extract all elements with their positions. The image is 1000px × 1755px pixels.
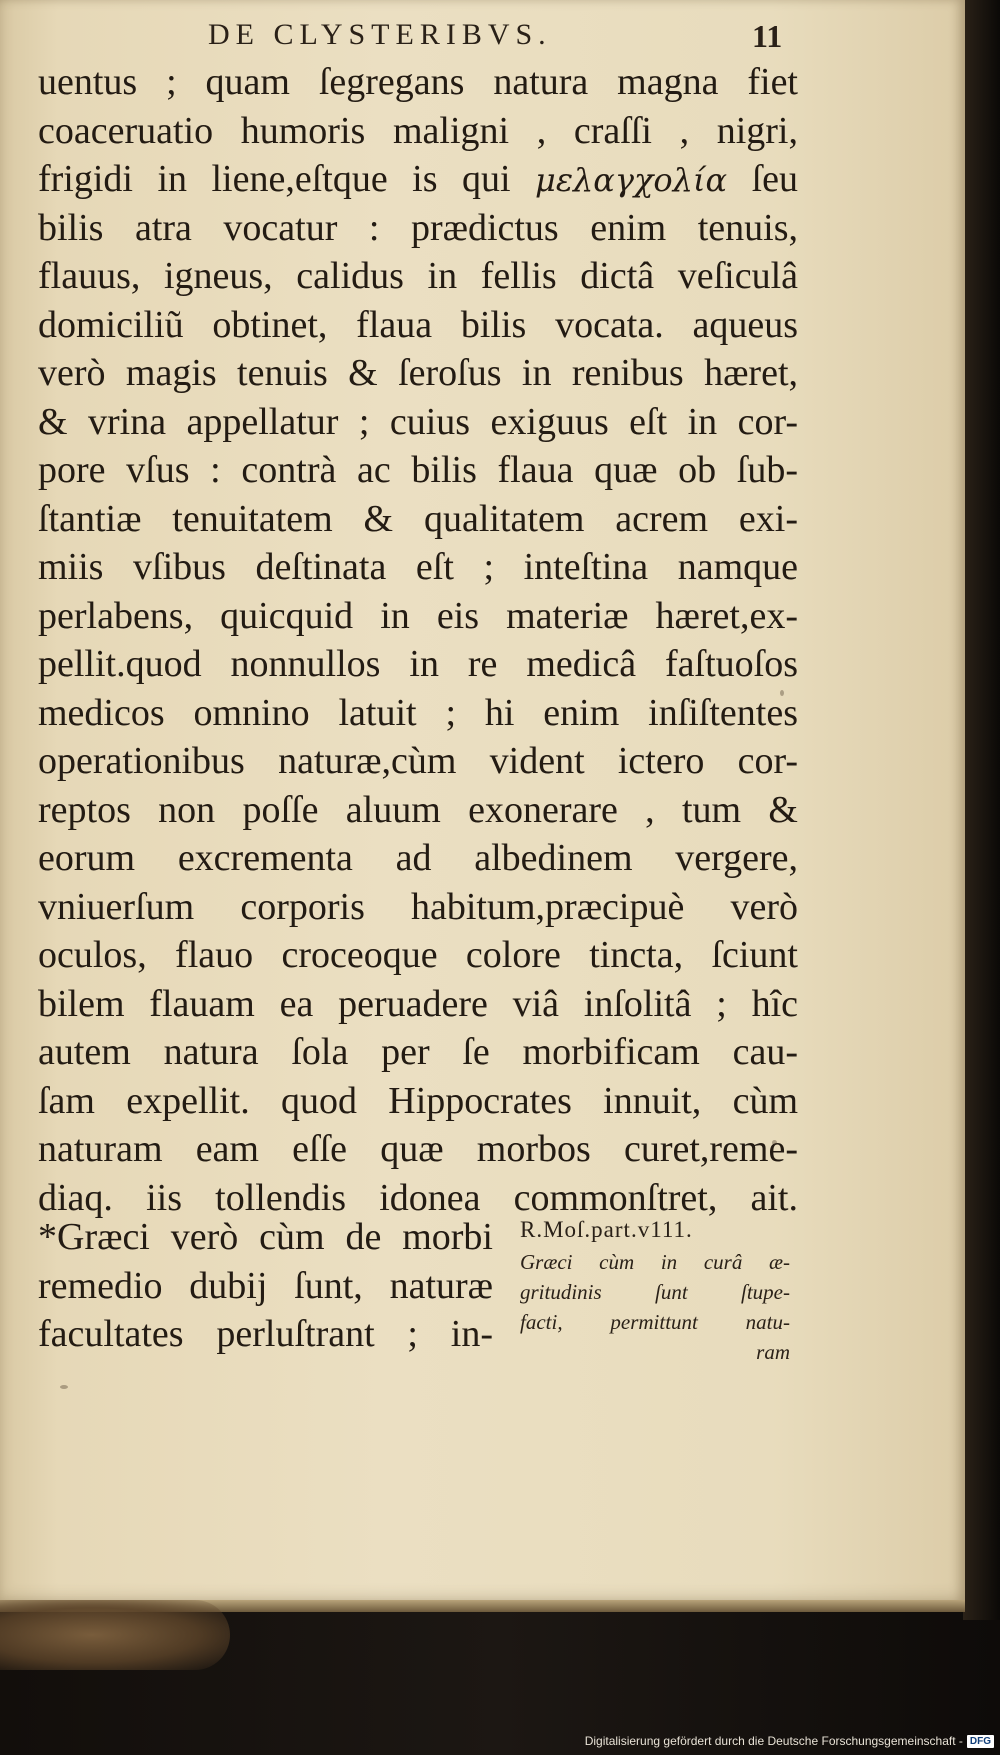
lower-text-column — [38, 1213, 493, 1359]
text-line: remedio dubij ſunt, naturæ — [38, 1264, 493, 1307]
text-line: ſtantiæ tenuitatem & qualitatem acrem exi- — [38, 497, 798, 540]
paper-speck — [780, 690, 784, 696]
paper-speck — [772, 1140, 777, 1145]
text-line: & vrina appellatur ; cuius exiguus eſt in cor- — [38, 400, 798, 443]
margin-note-line: facti, permittunt natu- — [520, 1310, 790, 1334]
text-line: pellit.quod nonnullos in re medicâ faſtuoſos — [38, 643, 798, 685]
text-line: miis vſibus deſtinata eſt ; inteſtina namque — [38, 546, 798, 588]
text-line: bilis atra vocatur : prædictus enim tenuis, — [38, 206, 798, 249]
lower-section — [38, 1213, 798, 1373]
running-title: DE CLYSTERIBVS. — [208, 18, 552, 51]
book-spine-shadow — [963, 0, 1000, 1620]
text-line: eorum excrementa ad albedinem vergere, — [38, 837, 798, 879]
text-line: facultates perluſtrant ; in- — [38, 1313, 493, 1355]
text-line: domiciliũ obtinet, flaua bilis vocata. aqueus — [38, 303, 798, 346]
main-text-block — [38, 58, 798, 1222]
credit-text: Digitalisierung gefördert durch die Deutsche Forschungsgemeinschaft - — [584, 1734, 963, 1748]
page-header — [0, 18, 965, 58]
marginal-note — [520, 1213, 800, 1367]
dfg-logo: DFG — [967, 1735, 994, 1748]
text-line: coaceruatio humoris maligni , craſſi , nigri, — [38, 109, 798, 152]
text-line-with-greek — [38, 155, 798, 204]
text-line: operationibus naturæ,cùm vident ictero cor- — [38, 740, 798, 782]
text-line: reptos non poſſe aluum exonerare , tum & — [38, 788, 798, 831]
text-line: pore vſus : contrà ac bilis flaua quæ ob ſub- — [38, 449, 798, 491]
thumb-shadow — [0, 1600, 230, 1670]
text-line: ſam expellit. quod Hippocrates innuit, cùm — [38, 1079, 798, 1122]
text-line: verò magis tenuis & ſeroſus in renibus hæret, — [38, 352, 798, 394]
text-line: oculos, flauo croceoque colore tincta, ſciunt — [38, 934, 798, 976]
text-line: diaq. iis tollendis idonea commonſtret, ait. — [38, 1176, 798, 1219]
text-line: autem natura ſola per ſe morbificam cau- — [38, 1031, 798, 1073]
text-line: vniuerſum corporis habitum,præcipuè verò — [38, 885, 798, 928]
page-number: 11 — [752, 18, 783, 54]
greek-word: μελαγχολία — [535, 161, 728, 199]
margin-note-line: gritudinis ſunt ſtupe- — [520, 1280, 790, 1304]
text-line: uentus ; quam ſegregans natura magna fiet — [38, 61, 798, 103]
margin-reference: R.Moſ.part.v111. — [520, 1217, 693, 1242]
text-line: *Græci verò cùm de morbi — [38, 1216, 493, 1258]
text-line: medicos omnino latuit ; hi enim inſiſtentes — [38, 691, 798, 734]
paper-speck — [60, 1385, 68, 1389]
text-line: naturam eam eſſe quæ morbos curet,reme- — [38, 1128, 798, 1170]
margin-note-line: Græci cùm in curâ æ- — [520, 1250, 790, 1274]
text-fragment: ſeu — [751, 158, 799, 200]
digitization-credit — [585, 1731, 994, 1751]
text-fragment: frigidi in liene,eſtque is qui — [38, 158, 511, 200]
text-line: perlabens, quicquid in eis materiæ hæret,ex- — [38, 594, 798, 637]
catchword: ram — [756, 1340, 790, 1364]
text-line: flauus, igneus, calidus in fellis dictâ veſiculâ — [38, 255, 798, 297]
text-line: bilem flauam ea peruadere viâ inſolitâ ; hîc — [38, 982, 798, 1025]
